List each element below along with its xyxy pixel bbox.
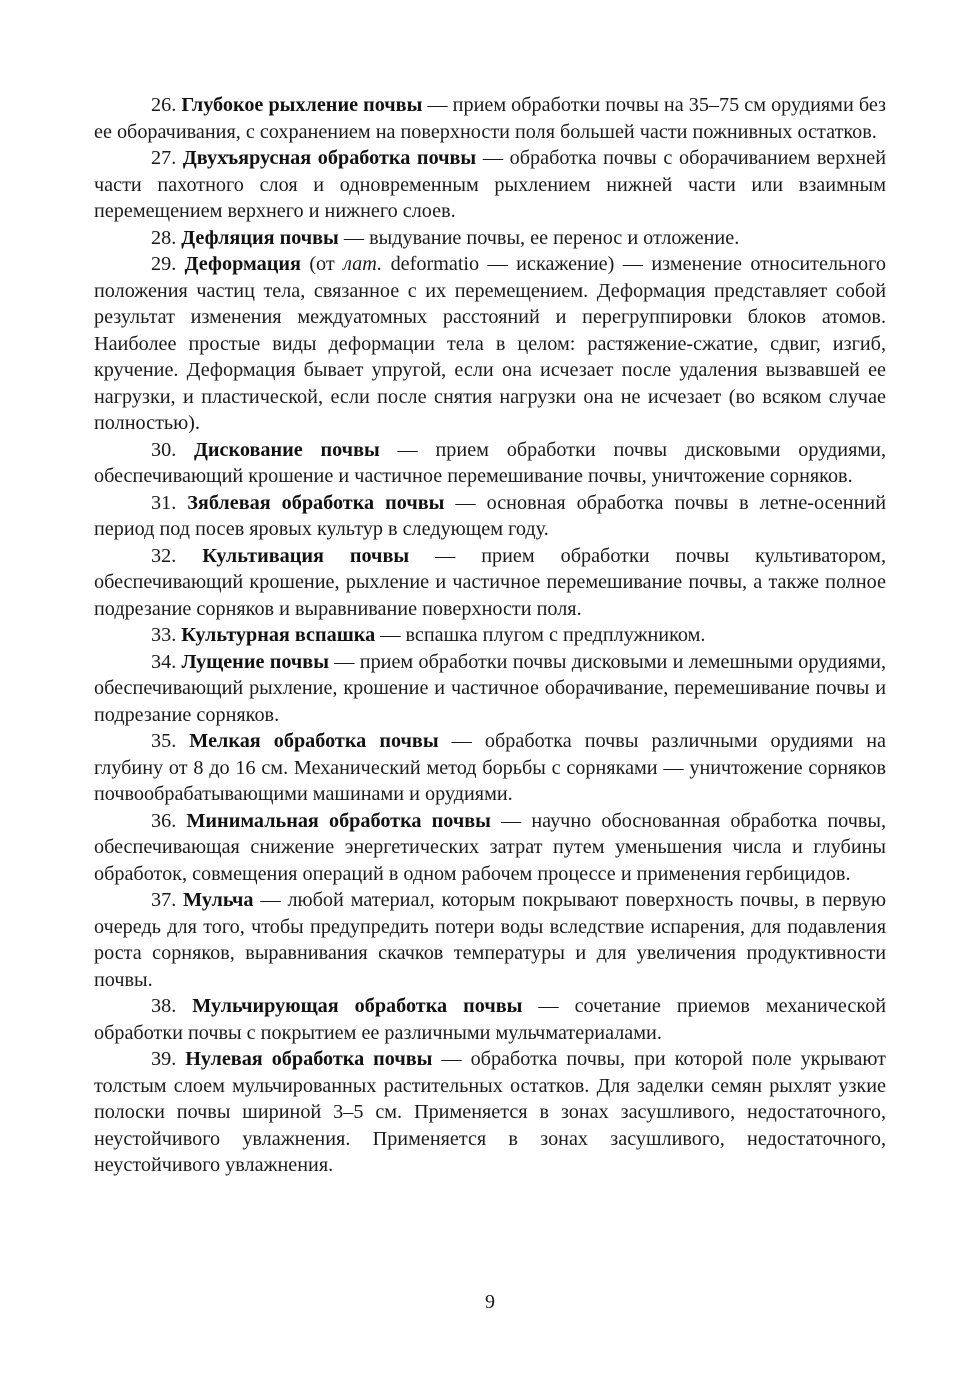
document-body — [94, 92, 886, 1179]
entry-31 — [94, 490, 886, 543]
entry-number: 32. — [151, 544, 177, 567]
entry-definition: — выдувание почвы, ее перенос и отложение. — [338, 226, 740, 249]
entry-37 — [94, 887, 886, 993]
entry-definition: — прием обработки почвы культиватором, обеспечивающий крошение, рыхление и частичное перемешивание почвы, а также полное подрезание сорняков и выравнивание поверхности поля. — [94, 544, 886, 620]
entry-definition: deformatio — искажение) — изменение относительного положения частиц тела, связанное с их перемещением. Деформация представляет собой результат изменения междуатомных расстояний и перегруппировки блоков атомов. Наиболее простые виды деформации тела в целом: растяжение-сжатие, сдвиг, изгиб, кручение. Деформация бывает упругой, если она исчезает после удаления вызвавшей ее нагрузки, и пластической, если после снятия нагрузки она не исчезает (во всяком случае полностью). — [94, 253, 887, 434]
entry-number: 36. — [151, 809, 177, 832]
entry-term: Культивация почвы — [202, 544, 410, 567]
entry-number: 35. — [151, 730, 177, 752]
entry-definition: — обработка почвы различными орудиями на глубину от 8 до 16 см. Механический метод борьбы с сорняками — уничтожение сорняков почвообрабатывающими машинами и орудиями. — [94, 730, 887, 805]
entry-term: Мульчирующая обработка почвы — [192, 995, 523, 1017]
entry-term: Деформация — [184, 253, 301, 275]
entry-definition: — обработка почвы, при которой поле укрывают толстым слоем мульчированных растительных остатков. Для заделки семян рыхлят узкие полоски почвы шириной 3–5 см. Применяется в зонах засушливого, недостаточного, неустойчивого увлажнения. Применяется в зонах засушливого, недостаточного, неустойчивого увлажнения. — [94, 1048, 887, 1176]
entry-definition: — обработка почвы с оборачиванием верхней части пахотного слоя и одновременным рыхлением нижней части или взаимным перемещением верхнего и нижнего слоев. — [94, 147, 886, 222]
entry-number: 34. — [151, 650, 177, 673]
entry-definition: — прием обработки почвы дисковыми орудиями, обеспечивающий крошение и частичное перемешивание почвы, уничтожение сорняков. — [94, 438, 886, 487]
entry-32 — [94, 543, 886, 623]
entry-38 — [94, 993, 886, 1046]
entry-term: Двухъярусная обработка почвы — [182, 147, 477, 169]
entry-term: Глубокое рыхление почвы — [181, 94, 423, 116]
entry-number: 37. — [151, 889, 177, 911]
entry-definition: — сочетание приемов механической обработки почвы с покрытием ее различными мульчматериалами. — [94, 995, 886, 1044]
entry-number: 28. — [151, 226, 177, 249]
entry-italic-note: лат. — [343, 253, 383, 275]
entry-30 — [94, 437, 886, 490]
entry-27 — [94, 145, 886, 225]
entry-number: 31. — [151, 491, 177, 514]
entry-definition: — прием обработки почвы дисковыми и лемешными орудиями, обеспечивающий рыхление, крошение и частичное оборачивание, перемешивание почвы и подрезание сорняков. — [94, 650, 886, 726]
entry-39 — [94, 1046, 886, 1179]
entry-number: 27. — [151, 147, 177, 169]
entry-28 — [94, 225, 886, 252]
entry-26 — [94, 92, 886, 145]
entry-term: Лущение почвы — [181, 650, 329, 673]
entry-term: Нулевая обработка почвы — [185, 1048, 433, 1070]
entry-term: Культурная вспашка — [181, 624, 376, 646]
entry-number: 29. — [151, 253, 177, 275]
entry-number: 30. — [151, 438, 177, 461]
entry-number: 26. — [151, 94, 177, 116]
entry-number: 38. — [151, 995, 177, 1017]
entry-definition: — любой материал, которым покрывают поверхность почвы, в первую очередь для того, чтобы предупредить потери воды вследствие испарения, для подавления роста сорняков, выравнивания скачков температуры и для увеличения продуктивности почвы. — [94, 889, 886, 991]
entry-35 — [94, 728, 886, 808]
entry-term: Дискование почвы — [194, 438, 380, 461]
entry-definition: — основная обработка почвы в летне-осенний период под посев яровых культур в следующем году. — [94, 491, 886, 540]
entry-term: Зяблевая обработка почвы — [187, 491, 445, 514]
entry-prefix: (от — [300, 253, 344, 275]
entry-term: Мелкая обработка почвы — [189, 730, 439, 752]
entry-29 — [94, 251, 886, 437]
entry-33 — [94, 622, 886, 649]
entry-number: 33. — [151, 624, 177, 646]
entry-number: 39. — [151, 1048, 177, 1070]
entry-36 — [94, 808, 886, 888]
entry-definition: — научно обоснованная обработка почвы, обеспечивающая снижение энергетических затрат путем уменьшения числа и глубины обработок, совмещения операций в одном рабочем процессе и применения гербицидов. — [94, 809, 887, 885]
entry-term: Дефляция почвы — [181, 226, 339, 249]
page-number: 9 — [485, 1291, 495, 1313]
entry-term: Минимальная обработка почвы — [186, 809, 491, 832]
entry-definition: — прием обработки почвы на 35–75 см орудиями без ее оборачивания, с сохранением на поверхности поля большей части пожнивных остатков. — [94, 94, 887, 143]
entry-term: Мульча — [183, 889, 254, 911]
entry-definition: — вспашка плугом с предплужником. — [375, 624, 706, 646]
entry-34 — [94, 649, 886, 729]
